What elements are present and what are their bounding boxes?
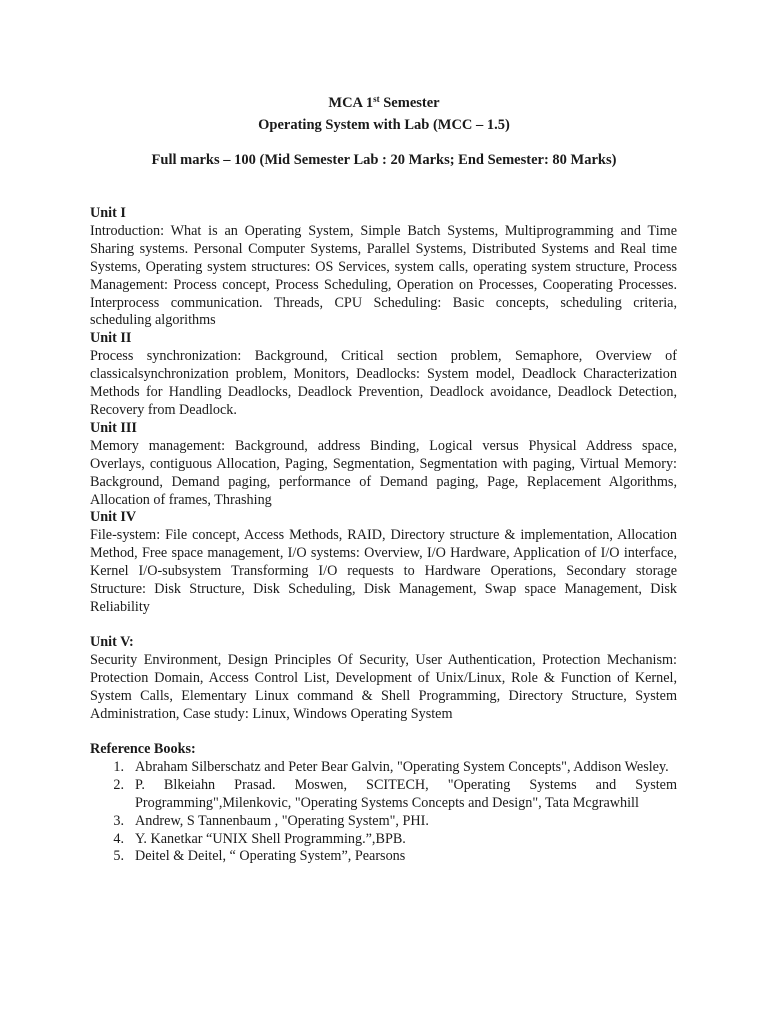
unit-4-section [90, 509, 677, 616]
unit-text: Memory management: Background, address Binding, Logical versus Physical Address space, Overlays, contiguous Allocation, Paging, Segmentation, Segmentation with paging, Virtual Memory: Background, Demand paging, performance of Demand paging, Page, Replacement Algorithms, Allocation of frames, Thrashing [90, 437, 677, 508]
reference-item [90, 759, 677, 777]
unit-text: Introduction: What is an Operating System, Simple Batch Systems, Multiprogramming and Time Sharing systems. Personal Computer Systems, Parallel Systems, Distributed Systems and Real time Systems, Operating system structures: OS Services, system calls, operating system structure, Process Management: Process concept, Process Scheduling, Operation on Processes, Cooperating Processes. Interprocess communication. Threads, CPU Scheduling: Basic concepts, scheduling criteria, scheduling algorithms [90, 222, 677, 329]
reference-number: 4. [113, 830, 124, 847]
semester-superscript: st [373, 94, 380, 104]
reference-books-heading: Reference Books: [90, 741, 196, 757]
unit-3-section [90, 420, 677, 510]
reference-number: 3. [113, 812, 124, 829]
reference-number: 2. [113, 776, 124, 793]
marks-line: Full marks – 100 (Mid Semester Lab : 20 Marks; End Semester: 80 Marks) [151, 152, 617, 168]
unit-5-section [90, 634, 677, 724]
reference-text: P. Blkeiahn Prasad. Moswen, SCITECH, "Operating Systems and System Programming",Milenkovic, "Operating Systems Concepts and Design", Tata Mcgrawhill [135, 776, 677, 811]
reference-text: Deitel & Deitel, “ Operating System”, Pearsons [135, 848, 406, 865]
reference-text: Y. Kanetkar “UNIX Shell Programming.”,BPB. [135, 830, 406, 847]
reference-books-section [90, 741, 677, 866]
reference-item [90, 831, 677, 849]
unit-heading: Unit II [90, 330, 132, 346]
unit-heading: Unit I [90, 205, 126, 221]
reference-text: Abraham Silberschatz and Peter Bear Galvin, "Operating System Concepts", Addison Wesley. [135, 758, 669, 775]
reference-number: 5. [113, 848, 124, 865]
semester-suffix: Semester [379, 95, 440, 111]
unit-heading: Unit V: [90, 634, 134, 650]
reference-item [90, 813, 677, 831]
semester-line [0, 94, 768, 112]
unit-text: Process synchronization: Background, Critical section problem, Semaphore, Overview of classicalsynchronization problem, Monitors, Deadlocks: System model, Deadlock Characterization Methods for Handling Deadlocks, Deadlock Prevention, Deadlock avoidance, Deadlock Detection, Recovery from Deadlock. [90, 347, 677, 418]
reference-list [90, 759, 677, 866]
reference-text: Andrew, S Tannenbaum , "Operating System", PHI. [135, 812, 429, 829]
unit-2-section [90, 330, 677, 420]
reference-item [90, 848, 677, 866]
unit-text: File-system: File concept, Access Methods, RAID, Directory structure & implementation, Allocation Method, Free space management, I/O systems: Overview, I/O Hardware, Application of I/O interface, Kernel I/O-subsystem Transforming I/O requests to Hardware Operations, Secondary storage Structure: Disk Structure, Disk Scheduling, Disk Management, Swap space Management, Disk Reliability [90, 526, 677, 615]
unit-1-section [90, 205, 677, 330]
unit-heading: Unit IV [90, 509, 137, 525]
unit-text: Security Environment, Design Principles Of Security, User Authentication, Protection Mechanism: Protection Domain, Access Control List, Development of Unix/Linux, Role & Function of Kernel, System Calls, Elementary Linux command & Shell Programming, Directory Structure, System Administration, Case study: Linux, Windows Operating System [90, 651, 677, 722]
unit-heading: Unit III [90, 420, 137, 436]
course-title: Operating System with Lab (MCC – 1.5) [258, 117, 510, 133]
reference-item [90, 777, 677, 813]
reference-number: 1. [113, 758, 124, 775]
semester-prefix: MCA 1 [328, 95, 374, 111]
